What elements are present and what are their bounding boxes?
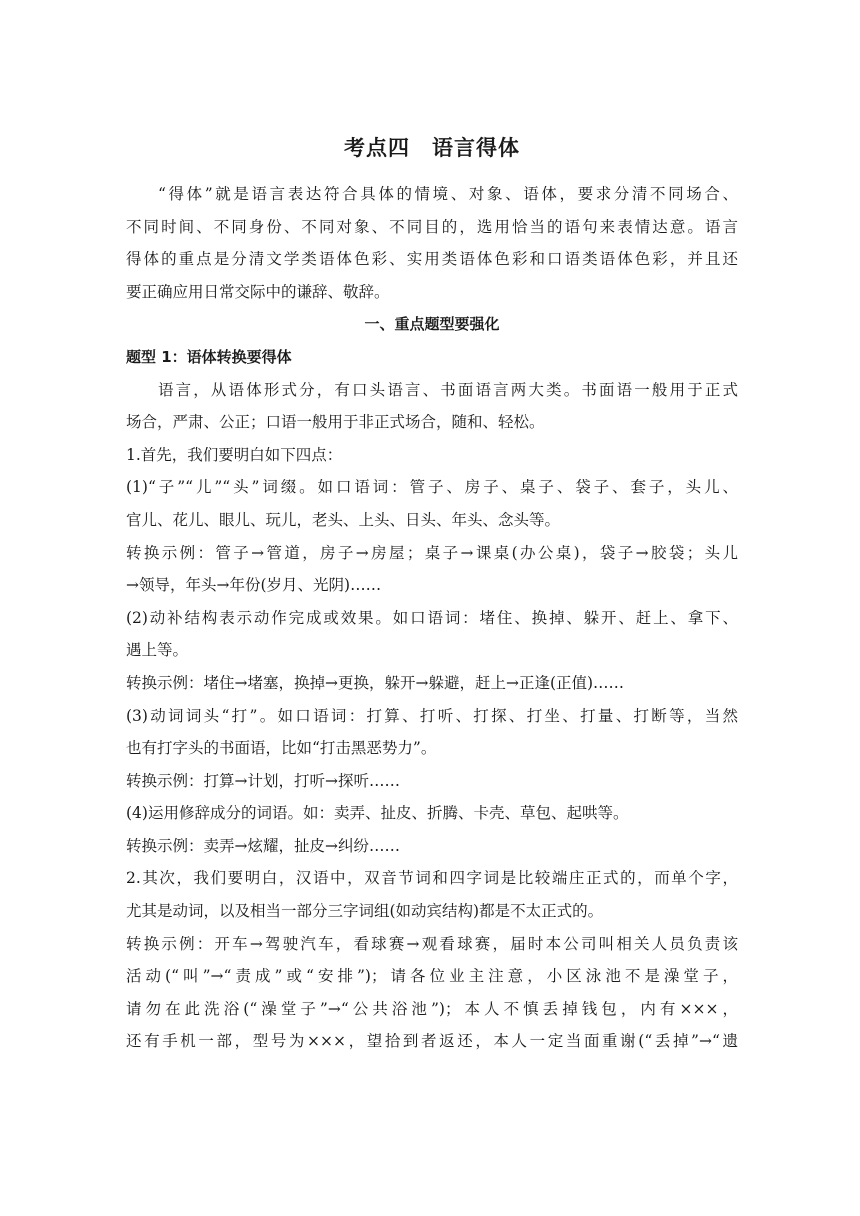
body-line: 尤其是动词，以及相当一部分三字词组(如动宾结构)都是不太正式的。 xyxy=(126,902,604,921)
body-line: 场合，严肃、公正；口语一般用于非正式场合，随和、轻松。 xyxy=(126,413,545,432)
body-line: 2.其次，我们要明白，汉语中，双音节词和四字词是比较端庄正式的，而单个字， xyxy=(126,869,738,888)
body-line: 官儿、花儿、眼儿、玩儿，老头、上头、日头、年头、念头等。 xyxy=(126,510,561,529)
intro-line: 要正确应用日常交际中的谦辞、敬辞。 xyxy=(126,282,390,301)
page-title: 考点四 语言得体 xyxy=(344,136,520,160)
body-line: 请勿在此洗浴(“澡堂子”→“公共浴池”)；本人不慎丢掉钱包，内有×××， xyxy=(126,999,738,1018)
body-line: 语言，从语体形式分，有口头语言、书面语言两大类。书面语一般用于正式 xyxy=(158,380,738,399)
body-line: 转换示例：堵住→堵塞，换掉→更换，躲开→躲避，赶上→正逢(正值)…… xyxy=(126,673,625,692)
document-page xyxy=(126,128,738,1058)
body-line: 还有手机一部，型号为×××，望拾到者返还，本人一定当面重谢(“丢掉”→“遗 xyxy=(126,1032,738,1051)
section-heading: 一、重点题型要强化 xyxy=(364,315,500,334)
body-line: 转换示例：开车→驾驶汽车，看球赛→观看球赛，届时本公司叫相关人员负责该 xyxy=(126,934,738,953)
body-line: 转换示例：管子→管道，房子→房屋；桌子→课桌(办公桌)，袋子→胶袋；头儿 xyxy=(126,543,738,562)
body-line: →领导，年头→年份(岁月、光阴)…… xyxy=(126,576,382,595)
body-line: 1.首先，我们要明白如下四点： xyxy=(126,445,343,464)
intro-line: “得体”就是语言表达符合具体的情境、对象、语体，要求分清不同场合、 xyxy=(158,185,738,203)
body-line: 也有打字头的书面语，比如“打击黑恶势力”。 xyxy=(126,739,437,758)
type-heading: 题型 1：语体转换要得体 xyxy=(126,347,292,366)
body-line: 转换示例：打算→计划，打听→探听…… xyxy=(126,771,400,790)
body-line: (4)运用修辞成分的词语。如：卖弄、扯皮、折腾、卡壳、草包、起哄等。 xyxy=(126,804,629,823)
body-line: (3)动词词头“打”。如口语词：打算、打听、打探、打坐、打量、打断等，当然 xyxy=(126,706,738,725)
body-line: 遇上等。 xyxy=(126,641,189,660)
intro-line: 不同时间、不同身份、不同对象、不同目的，选用恰当的语句来表情达意。语言 xyxy=(126,217,738,236)
body-line: (1)“子”“儿”“头”词缀。如口语词：管子、房子、桌子、袋子、套子，头儿、 xyxy=(126,478,738,497)
body-line: (2)动补结构表示动作完成或效果。如口语词：堵住、换掉、躲开、赶上、拿下、 xyxy=(126,608,738,627)
body-line: 活动(“叫”→“责成”或“安排”)；请各位业主注意，小区泳池不是澡堂子， xyxy=(126,967,738,986)
intro-line: 得体的重点是分清文学类语体色彩、实用类语体色彩和口语类语体色彩，并且还 xyxy=(126,250,738,269)
body-line: 转换示例：卖弄→炫耀，扯皮→纠纷…… xyxy=(126,836,400,855)
